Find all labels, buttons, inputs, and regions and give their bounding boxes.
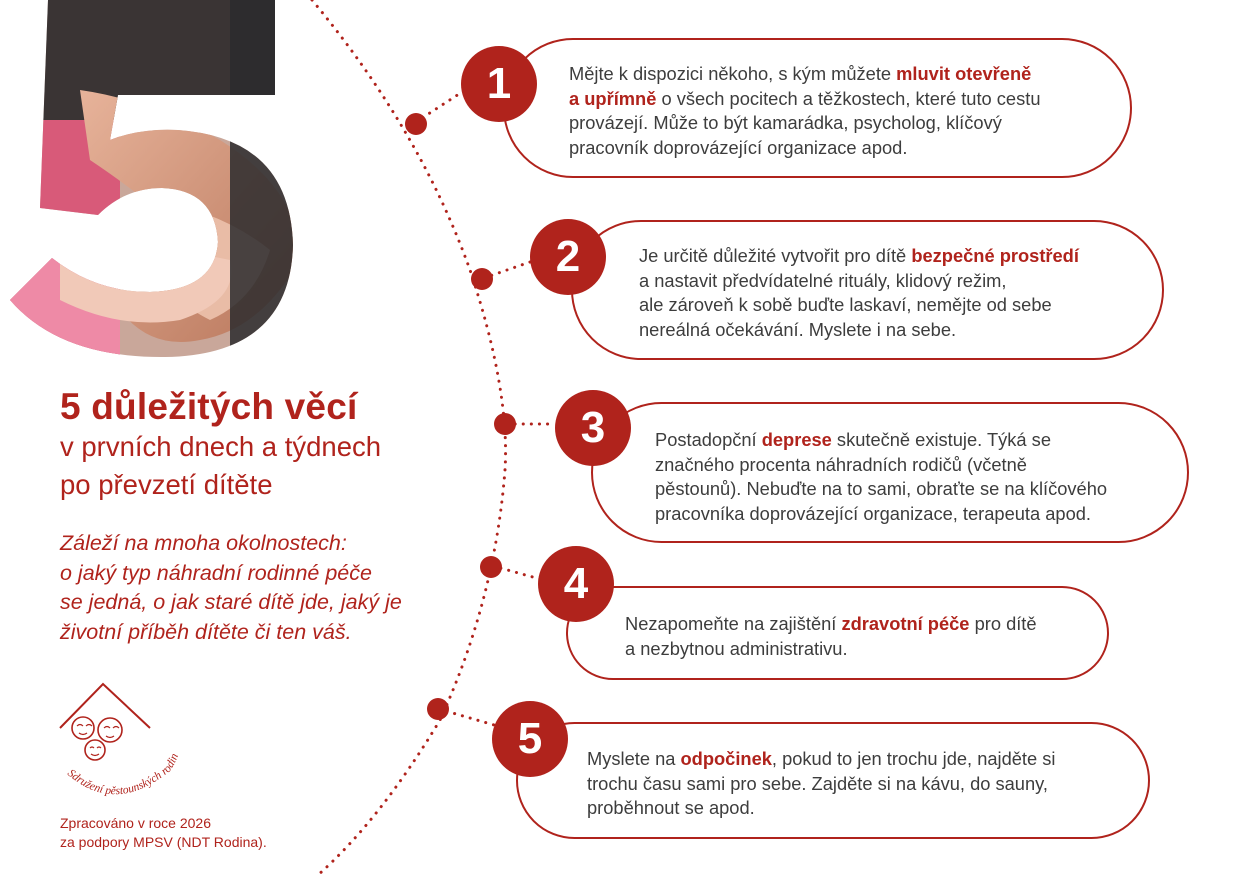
- credit-line1: Zpracováno v roce 2026: [60, 815, 211, 831]
- organization-logo: [55, 676, 205, 806]
- timeline-dot: [471, 268, 493, 290]
- item-text: [569, 62, 1041, 160]
- item-line: a upřímně o všech pocitech a těžkostech, které tuto cestu: [569, 87, 1041, 109]
- page-subtitle-line1: v prvních dnech a týdnech: [60, 431, 382, 462]
- timeline-dot: [427, 698, 449, 720]
- timeline-dot: [480, 556, 502, 578]
- item-number-badge-2: 2: [530, 219, 606, 295]
- item-card-3: [591, 402, 1189, 543]
- item-card-2: [571, 220, 1164, 360]
- timeline-dot: [494, 413, 516, 435]
- page-title: 5 důležitých věcí: [60, 386, 358, 427]
- item-card-5: [516, 722, 1150, 839]
- intro-line: se jedná, o jak staré dítě jde, jaký je: [60, 590, 402, 614]
- item-number-badge-5: 5: [492, 701, 568, 777]
- item-line: Mějte k dispozici někoho, s kým můžete mluvit otevřeně: [569, 63, 1032, 84]
- item-line: a nastavit předvídatelné rituály, klidový režim,: [639, 269, 1007, 291]
- intro-line: životní příběh dítěte či ten váš.: [60, 619, 352, 644]
- item-line: provázejí. Může to být kamarádka, psycholog, klíčový: [569, 112, 1002, 133]
- item-line: Myslete na odpočinek, pokud to jen trochu jde, najděte si: [587, 748, 1056, 769]
- item-card-4: [566, 586, 1109, 680]
- item-text: [639, 244, 1079, 342]
- item-number-badge-1: 1: [461, 46, 537, 122]
- timeline-dot: [405, 113, 427, 135]
- item-card-1: [503, 38, 1132, 178]
- item-line: proběhnout se apod.: [587, 797, 755, 818]
- intro-line: Záleží na mnoha okolnostech:: [60, 531, 347, 555]
- item-number-badge-4: 4: [538, 546, 614, 622]
- item-line: Nezapomeňte na zajištění zdravotní péče pro dítě: [625, 613, 1037, 634]
- item-line: trochu času sami pro sebe. Zajděte si na kávu, do sauny,: [587, 772, 1049, 794]
- item-line: pěstounů). Nebuďte na to sami, obraťte se na klíčového: [655, 478, 1108, 499]
- item-text: [625, 612, 1037, 661]
- item-text: [587, 747, 1055, 821]
- item-line: pracovníka doprovázející organizace, terapeuta apod.: [655, 502, 1091, 524]
- item-line: pracovník doprovázející organizace apod.: [569, 136, 908, 158]
- item-text: [655, 428, 1107, 526]
- svg-text:Sdružení pěstounských rodin: [65, 752, 181, 798]
- intro-text: [60, 529, 402, 647]
- hero-photo-five: [0, 0, 310, 360]
- intro-line: o jaký typ náhradní rodinné péče: [60, 560, 372, 585]
- item-number-badge-3: 3: [555, 390, 631, 466]
- item-line: ale zároveň k sobě buďte laskaví, nemějte od sebe: [639, 294, 1052, 315]
- item-line: Je určitě důležité vytvořit pro dítě bezpečné prostředí: [639, 245, 1079, 266]
- credit-text: [60, 814, 267, 852]
- logo-text: Sdružení pěstounských rodin: [65, 751, 181, 798]
- item-line: nereálná očekávání. Myslete i na sebe.: [639, 318, 957, 340]
- page-subtitle-line2: po převzetí dítěte: [60, 469, 273, 500]
- item-line: a nezbytnou administrativu.: [625, 637, 848, 659]
- item-line: Postadopční deprese skutečně existuje. Týká se: [655, 429, 1051, 450]
- item-line: značného procenta náhradních rodičů (včetně: [655, 453, 1027, 475]
- credit-line2: za podpory MPSV (NDT Rodina).: [60, 834, 267, 850]
